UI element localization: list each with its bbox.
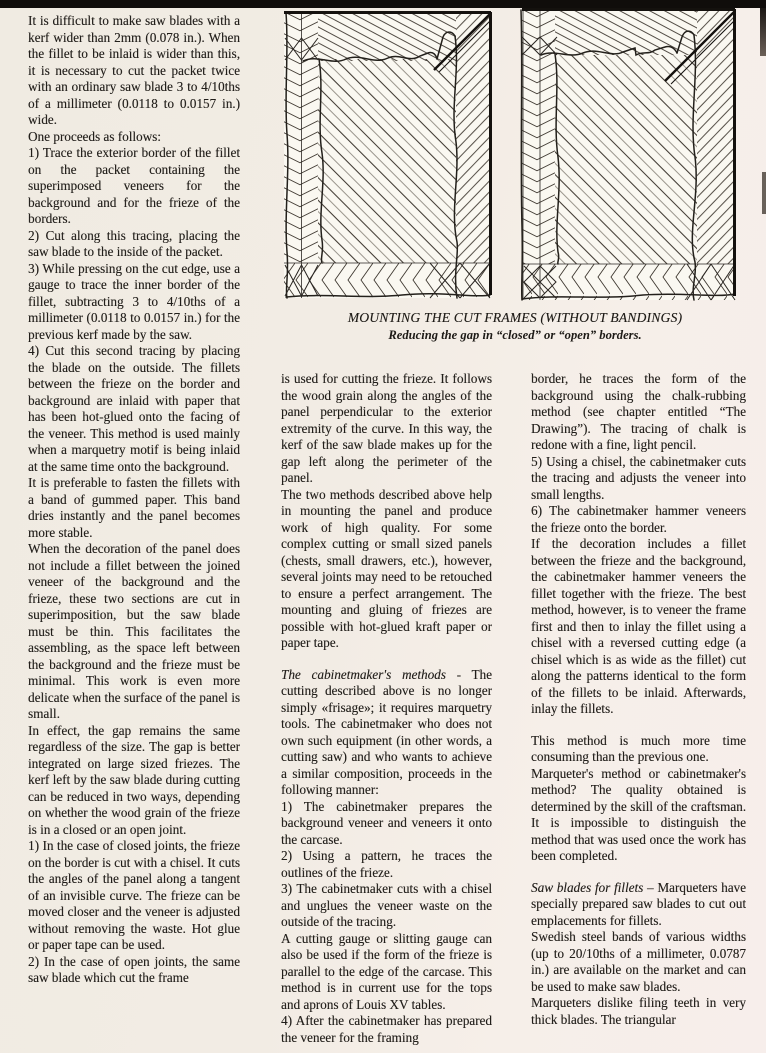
paragraph-text: - The cutting described above is no longer simply «frisage»; it requires marquetry tools. The cabinetmaker who does not own such equipment (in other words, a cutting saw) and who wants to achieve a similar composition, proceeds in the following manner: [281,666,492,797]
paragraph: 6) The cabinetmaker hammer veneers the frieze onto the border. [531,503,746,535]
paragraph: 3) While pressing on the cut edge, use a gauge to trace the inner border of the fillet, subtracting 3 to 4/10ths of a millimeter (0.0118 to 0.0157 in.) for the previous kerf made by the saw. [28,260,240,342]
paragraph: is used for cutting the frieze. It follows the wood grain along the angles of the panel perpendicular to the exterior extremity of the curve. In this way, the kerf of the saw blade makes up for the gap left along the perimeter of the panel. [281,371,492,485]
paragraph: It is preferable to fasten the fillets with a band of gummed paper. This band dries instantly and the panel becomes more stable. [28,475,240,540]
paragraph: If the decoration includes a fillet between the frieze and the background, the cabinetmaker hammer veneers the fillet together with the frieze. The best method, however, is to veneer the frame first and then to inlay the fillet using a chisel with a reversed cutting edge (a chisel which is as wide as the fillet) cut along the patterns identical to the form of the fillets to be inlaid. Afterwards, inlay the fillets. [531,536,746,716]
paragraph: A cutting gauge or slitting gauge can also be used if the form of the frieze is parallel to the edge of the carcase. This method is in current use for the tops and aprons of Louis XV tables. [281,930,492,1012]
figure-caption-title: MOUNTING THE CUT FRAMES (WITHOUT BANDINGS) [347,310,683,325]
figure-closed-border-frame [282,10,493,300]
paragraph: 2) Using a pattern, he traces the outlines of the frieze. [281,848,492,880]
scan-edge-right-mark [762,172,766,214]
wood-grain-illustration-open [519,7,738,302]
figure-caption [278,310,752,343]
paragraph: 4) Cut this second tracing by placing the blade on the outside. The fillets between the frieze on the border and background are inlaid with paper that has been hot-glued onto the facing of the veneer. This method is used mainly when a marquetry motif is being inlaid at the same time onto the background. [28,343,240,474]
figure-caption-subtitle: Reducing the gap in “closed” or “open” borders. [388,328,642,342]
paragraph: In effect, the gap remains the same regardless of the size. The gap is better integrated on large sized friezes. The kerf left by the saw blade during cutting can be reduced in two ways, depending on whether the wood grain of the frieze is in a closed or an open joint. [28,722,240,837]
paragraph [281,667,492,799]
paragraph-lead-italic: The cabinetmaker's methods [281,666,446,682]
paragraph: When the decoration of the panel does not include a fillet between the joined veneer of the background and the frieze, these two sections are cut in superimposition, but the saw blade must be thin. This facilitates the assembling, as the space left between the background and the frieze must be minimal. This work is even more delicate when the surface of the panel is small. [28,541,240,721]
paragraph: 3) The cabinetmaker cuts with a chisel and unglues the veneer waste on the outside of the tracing. [281,881,492,929]
paragraph: 5) Using a chisel, the cabinetmaker cuts the tracing and adjusts the veneer into small lengths. [531,453,746,502]
paragraph-lead-italic: Saw blades for fillets [531,879,644,895]
paragraph-text: – Marqueters have specially prepared saw blades to cut out emplacements for fillets. [531,879,746,928]
paragraph: Swedish steel bands of various widths (up to 20/10ths of a millimeter, 0.0787 in.) are available on the market and can be used to make saw blades. [531,929,746,994]
paragraph: border, he traces the form of the background using the chalk-rubbing method (see chapter entitled “The Drawing”). The tracing of chalk is redone with a fine, light pencil. [531,371,746,452]
scan-edge-right-artifact [760,8,766,56]
paragraph [531,880,746,930]
paragraph: 1) In the case of closed joints, the frieze on the border is cut with a chisel. It cuts the angles of the panel along a tangent of an invisible curve. The frieze can be moved closer and the veneer is adjusted without removing the waste. Hot glue or paper tape can be used. [28,838,240,952]
paragraph: Marqueter's method or cabinetmaker's method? The quality obtained is determined by the skill of the craftsman. It is impossible to distinguish the method that was used once the work has been completed. [531,765,746,863]
text-column-right [531,371,746,1053]
text-column-left [28,13,240,1053]
paragraph: It is difficult to make saw blades with a kerf wider than 2mm (0.078 in.). When the fillet to be inlaid is wider than this, it is necessary to cut the packet twice with an ordinary saw blade 3 to 4/10ths of a millimeter (0.0118 to 0.0157 in.) wide. [28,13,240,127]
paragraph: 1) The cabinetmaker prepares the background veneer and veneers it onto the carcase. [281,798,492,847]
paragraph: One proceeds as follows: [28,128,161,144]
paragraph: Marqueters dislike filing teeth in very thick blades. The triangular [531,995,746,1027]
figure-open-border-frame [519,7,738,302]
paragraph: 1) Trace the exterior border of the fillet on the packet containing the superimposed veneers for the background and for the frieze of the borders. [28,145,240,226]
paragraph: 2) In the case of open joints, the same saw blade which cut the frame [28,953,240,985]
paragraph: 4) After the cabinetmaker has prepared the veneer for the framing [281,1013,492,1045]
paragraph: This method is much more time consuming than the previous one. [531,732,746,764]
wood-grain-illustration-closed [282,10,493,300]
paragraph: The two methods described above help in mounting the panel and produce work of high quality. For some complex cutting or small sized panels (chests, small drawers, etc.), however, several joints may need to be retouched to ensure a perfect arrangement. The mounting and gluing of friezes are possible with hot-glued kraft paper or paper tape. [281,486,492,650]
text-column-middle [281,371,492,1053]
paragraph: 2) Cut along this tracing, placing the saw blade to the inside of the packet. [28,227,240,259]
